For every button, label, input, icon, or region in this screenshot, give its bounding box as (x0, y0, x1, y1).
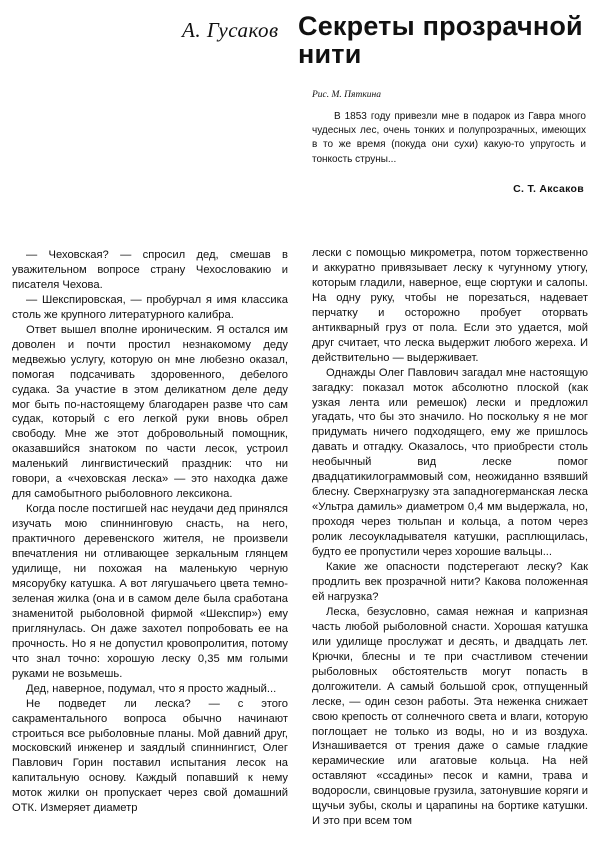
illustrator-credit: Рис. М. Пяткина (312, 90, 381, 100)
paragraph: Какие же опасности подстерегают леску? Как продлить век прозрачной нити? Какова положенная ей нагрузка? (312, 561, 588, 603)
paragraph: Не подведет ли леска? — с этого сакраментального вопроса обычно начинают строиться все рыболовные планы. Мой давний друг, московский инженер и заядлый спиннингист, Олег Павлович Горин поставил испытания лесок на капитальную основу. Каждый попавший к нему моток жилки он пропускает через свой домашний ОТК. Измеряет диаметр (12, 697, 288, 815)
epigraph-text: В 1853 году привезли мне в подарок из Гавра много чудесных лес, очень тонких и полупрозрачных, имеющих в то же время (покуда они сухи) какую-то упругость и тонкость струны... (312, 111, 586, 165)
left-column (12, 248, 288, 848)
epigraph-author: С. Т. Аксаков (513, 183, 584, 195)
article-title: Секреты прозрачной нити (298, 11, 583, 69)
paragraph: — Шекспировская, — пробурчал я имя классика столь же крупного литературного калибра. (12, 293, 288, 321)
paragraph: Дед, наверное, подумал, что я просто жадный... (26, 682, 277, 695)
paragraph: — Чеховская? — спросил дед, смешав в уважительном вопросе страну Чехословакию и писателя Чехова. (12, 249, 288, 291)
article-author: А. Гусаков (182, 18, 279, 42)
right-column (312, 246, 588, 846)
paragraph: Леска, безусловно, самая нежная и капризная часть любой рыболовной снасти. Хорошая катушка или удилище прослужат и десять, и двадцать лет. Крючки, блесны и те при счастливом стечении рыболовных обстоятельств могут попасть в долгожители. А самый большой срок, отпущенный леске, — один сезон работы. Эта неженка снижает свою крепость от солнечного света и влаги, которую поглощает не только из воды, но и из воздуха. Изнашивается от трения даже о самые гладкие керамические или агатовые кольца. На ней оставляют «ссадины» песок и камни, трава и водоросли, свинцовые грузила, затонувшие коряги и щучьи зубы, сколы и царапины на бортике катушки. И это при всем том (312, 605, 588, 828)
paragraph: Ответ вышел вполне ироническим. Я остался им доволен и почти простил незнакомому деду медвежью услугу, которую он мне любезно оказал, помогая подсачивать здоровенного, дебелого судака. За участие в этом деликатном деле деду мог быть по-настоящему благодарен разве что сам судак, который с его легкой руки вновь обрел свободу. Мне же этот добровольный помощник, оказавшийся знатоком по части лесок, устроил маленький лингвистический праздник: что ни говори, а «чеховская леска» — это находка даже для самобытного рыболовного лексикона. (12, 323, 288, 501)
paragraph: Однажды Олег Павлович загадал мне настоящую загадку: показал моток абсолютно плоской (как узкая лента или ремешок) лески и предложил угадать, что бы это значило. Но поскольку я не мог придумать ничего подходящего, ему же пришлось давать и отгадку. Оказалось, что приобрести столь необычный вид леске помог двадцатикилограммовый сом, неожиданно взявший блесну. Сверхнагрузку эта западногерманская леска «Ультра дамиль» диаметром 0,4 мм выдержала, но, проходя через тюльпан и кольца, а потом через ролик лесоукладывателя катушки, расплющилась, будто ее пропустили через хорошие вальцы... (312, 366, 588, 559)
paragraph: лески с помощью микрометра, потом торжественно и аккуратно привязывает леску к чугунному утюгу, которым гладили, наверное, еще сюртуки и салопы. На одну руку, чтобы не порезаться, надевает перчатку и осторожно пробует оторвать антикварный груз от пола. Если это удается, мой друг считает, что леска выдержит любого жереха. И действительно — выдерживает. (312, 247, 588, 364)
paragraph: Когда после постигшей нас неудачи дед принялся изучать мою спиннинговую снасть, на него, практичного деревенского жителя, не произвели впечатления ни отливающее зеркальным глянцем удилище, ни похожая на маленькую черную мясорубку катушка. А вот лягушачьего цвета темно-зеленая жилка (она и в самом деле была сработана знаменитой рыболовной фирмой «Шекспир») ему приглянулась. Он даже захотел попробовать ее на прочность. Но я не допустил кровопролития, потому что знал точно: хорошую леску 0,35 мм голыми руками не возьмешь. (12, 503, 288, 680)
